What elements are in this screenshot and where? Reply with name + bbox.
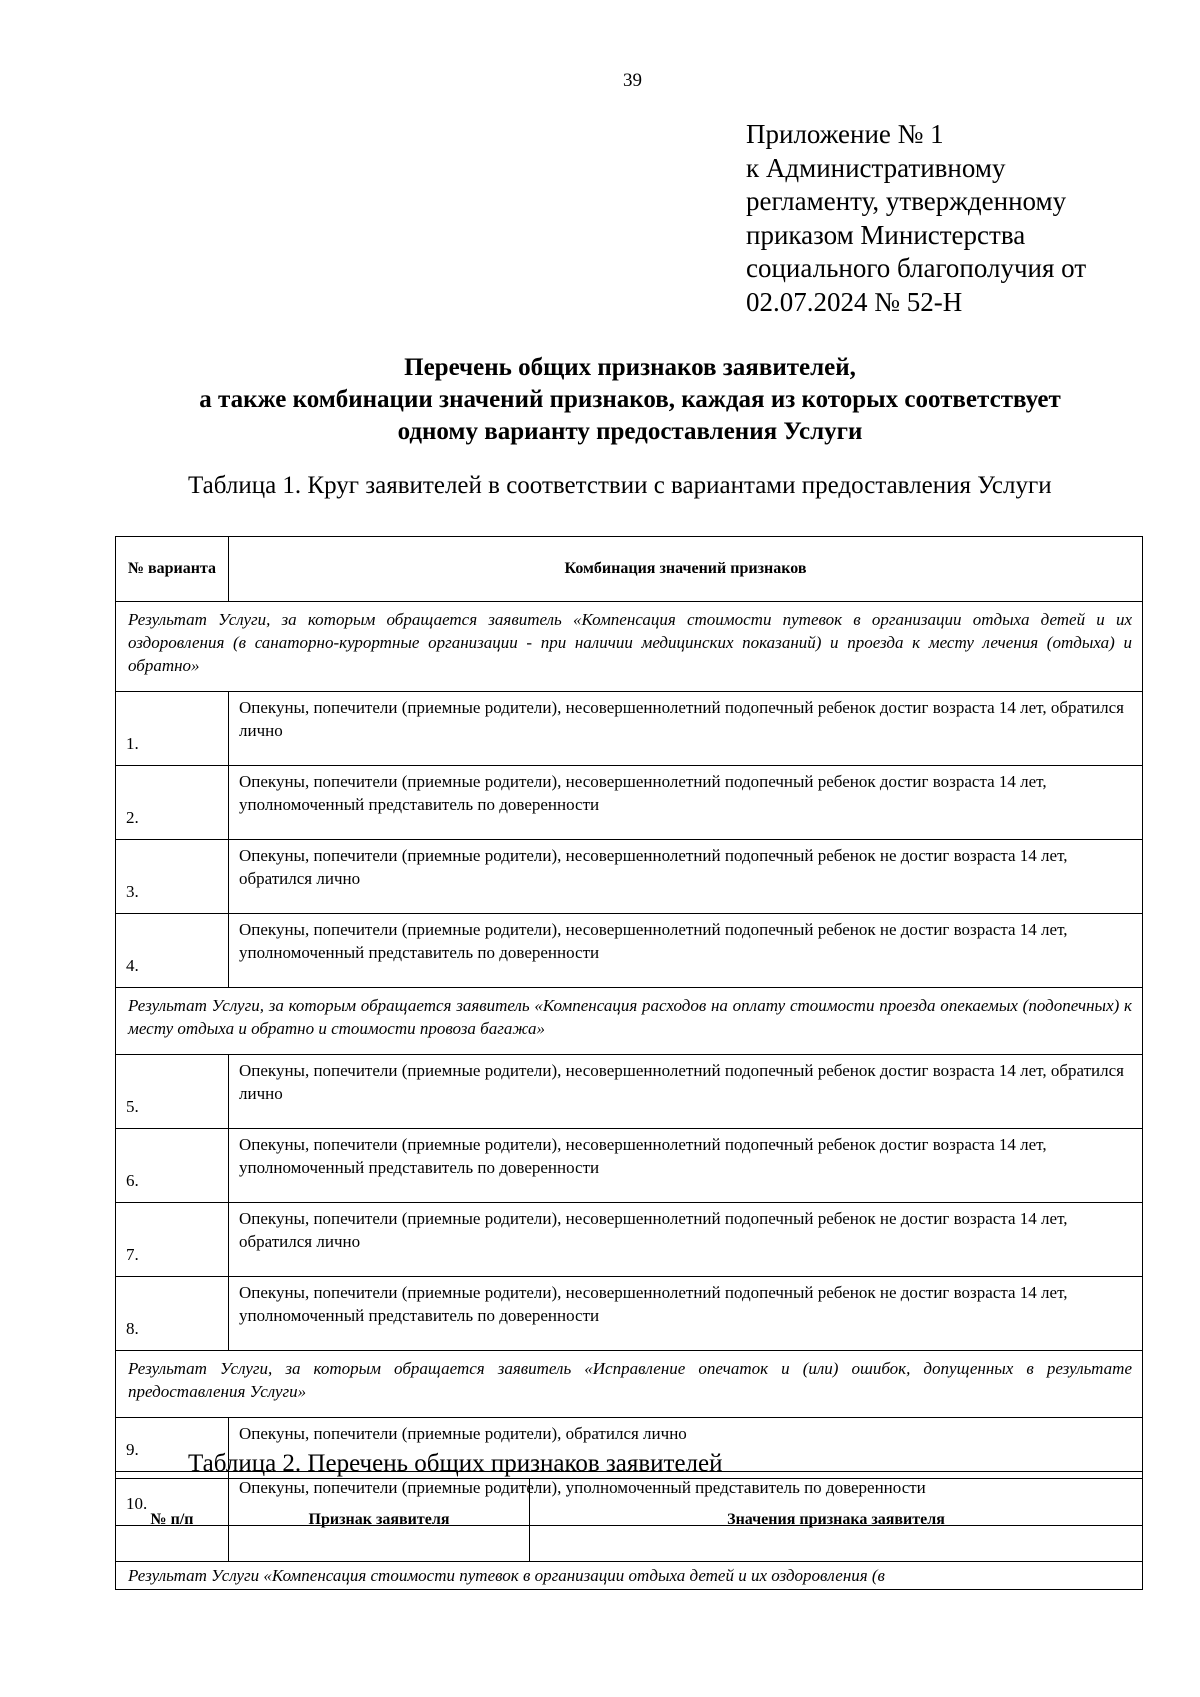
appendix-line: приказом Министерства bbox=[746, 219, 1026, 250]
table2-caption: Таблица 2. Перечень общих признаков заявителей bbox=[188, 1450, 723, 1477]
table-row bbox=[116, 1129, 1143, 1203]
variant-number: 7. bbox=[116, 1203, 229, 1277]
variant-number: 3. bbox=[116, 840, 229, 914]
variant-number: 9. bbox=[116, 1418, 229, 1472]
header-variant-number: № варианта bbox=[116, 537, 229, 602]
appendix-line: регламенту, утвержденному bbox=[746, 186, 1067, 216]
variant-number: 2. bbox=[116, 766, 229, 840]
variant-number: 4. bbox=[116, 914, 229, 988]
appendix-line: 02.07.2024 № 52-Н bbox=[746, 286, 963, 317]
table-row bbox=[116, 1203, 1143, 1277]
variant-description: Опекуны, попечители (приемные родители), несовершеннолетний подопечный ребенок достиг возраста 14 лет, обратился лично bbox=[229, 692, 1143, 766]
applicant-variants-table bbox=[115, 536, 1143, 1526]
table1-caption: Таблица 1. Круг заявителей в соответствии с вариантами предоставления Услуги bbox=[188, 472, 1052, 499]
section-title: Результат Услуги, за которым обращается заявитель «Компенсация расходов на оплату стоимости проезда опекаемых (подопечных) к месту отдыха и обратно и стоимости провоза багажа» bbox=[116, 988, 1143, 1055]
heading-line: Перечень общих признаков заявителей, bbox=[404, 354, 856, 381]
table-header-row bbox=[116, 1479, 1143, 1562]
header-combination: Комбинация значений признаков bbox=[229, 537, 1143, 602]
section-row bbox=[116, 602, 1143, 692]
appendix-line: к Административному bbox=[746, 152, 1006, 183]
variant-number: 1. bbox=[116, 692, 229, 766]
variant-description: Опекуны, попечители (приемные родители), уполномоченный представитель по доверенности bbox=[229, 1472, 1143, 1526]
section-row bbox=[116, 1562, 1143, 1590]
variant-description: Опекуны, попечители (приемные родители), несовершеннолетний подопечный ребенок не достиг возраста 14 лет, уполномоченный представитель по доверенности bbox=[229, 1277, 1143, 1351]
section-row bbox=[116, 988, 1143, 1055]
table-row bbox=[116, 692, 1143, 766]
section-title: Результат Услуги «Компенсация стоимости путевок в организации отдыха детей и их оздоровления (в bbox=[116, 1562, 1143, 1590]
appendix-line: социального благополучия от bbox=[746, 253, 1087, 283]
variant-number: 6. bbox=[116, 1129, 229, 1203]
header-attribute: Признак заявителя bbox=[229, 1479, 530, 1562]
variant-description: Опекуны, попечители (приемные родители), несовершеннолетний подопечный ребенок не достиг возраста 14 лет, обратился лично bbox=[229, 1203, 1143, 1277]
header-row-number: № п/п bbox=[116, 1479, 229, 1562]
variant-description: Опекуны, попечители (приемные родители), несовершеннолетний подопечный ребенок достиг возраста 14 лет, уполномоченный представитель по доверенности bbox=[229, 1129, 1143, 1203]
appendix-note bbox=[746, 118, 1166, 319]
header-attribute-values: Значения признака заявителя bbox=[530, 1479, 1143, 1562]
section-title: Результат Услуги, за которым обращается заявитель «Компенсация стоимости путевок в организации отдыха детей и их оздоровления (в санаторно-курортные организации - при наличии медицинских показаний) и проезда к месту лечения (отдыха) и обратно» bbox=[116, 602, 1143, 692]
variant-description: Опекуны, попечители (приемные родители), обратился лично bbox=[229, 1418, 1143, 1472]
table-header-row bbox=[116, 537, 1143, 602]
variant-number: 10. bbox=[116, 1472, 229, 1526]
table-row bbox=[116, 766, 1143, 840]
document-heading bbox=[120, 352, 1140, 448]
variant-description: Опекуны, попечители (приемные родители), несовершеннолетний подопечный ребенок достиг возраста 14 лет, обратился лично bbox=[229, 1055, 1143, 1129]
table-row bbox=[116, 1277, 1143, 1351]
section-title: Результат Услуги, за которым обращается заявитель «Исправление опечаток и (или) ошибок, допущенных в результате предоставления Услуги» bbox=[116, 1351, 1143, 1418]
variant-description: Опекуны, попечители (приемные родители), несовершеннолетний подопечный ребенок не достиг возраста 14 лет, уполномоченный представитель по доверенности bbox=[229, 914, 1143, 988]
variant-description: Опекуны, попечители (приемные родители), несовершеннолетний подопечный ребенок не достиг возраста 14 лет, обратился лично bbox=[229, 840, 1143, 914]
table-row bbox=[116, 1055, 1143, 1129]
table-row bbox=[116, 840, 1143, 914]
applicant-attributes-table bbox=[115, 1478, 1143, 1590]
table-row bbox=[116, 914, 1143, 988]
variant-number: 5. bbox=[116, 1055, 229, 1129]
variant-number: 8. bbox=[116, 1277, 229, 1351]
variant-description: Опекуны, попечители (приемные родители), несовершеннолетний подопечный ребенок достиг возраста 14 лет, уполномоченный представитель по доверенности bbox=[229, 766, 1143, 840]
appendix-line: Приложение № 1 bbox=[746, 119, 944, 149]
page-number: 39 bbox=[623, 70, 642, 91]
heading-line: одному варианту предоставления Услуги bbox=[397, 418, 863, 445]
heading-line: а также комбинации значений признаков, каждая из которых соответствует bbox=[199, 386, 1061, 413]
section-row bbox=[116, 1351, 1143, 1418]
